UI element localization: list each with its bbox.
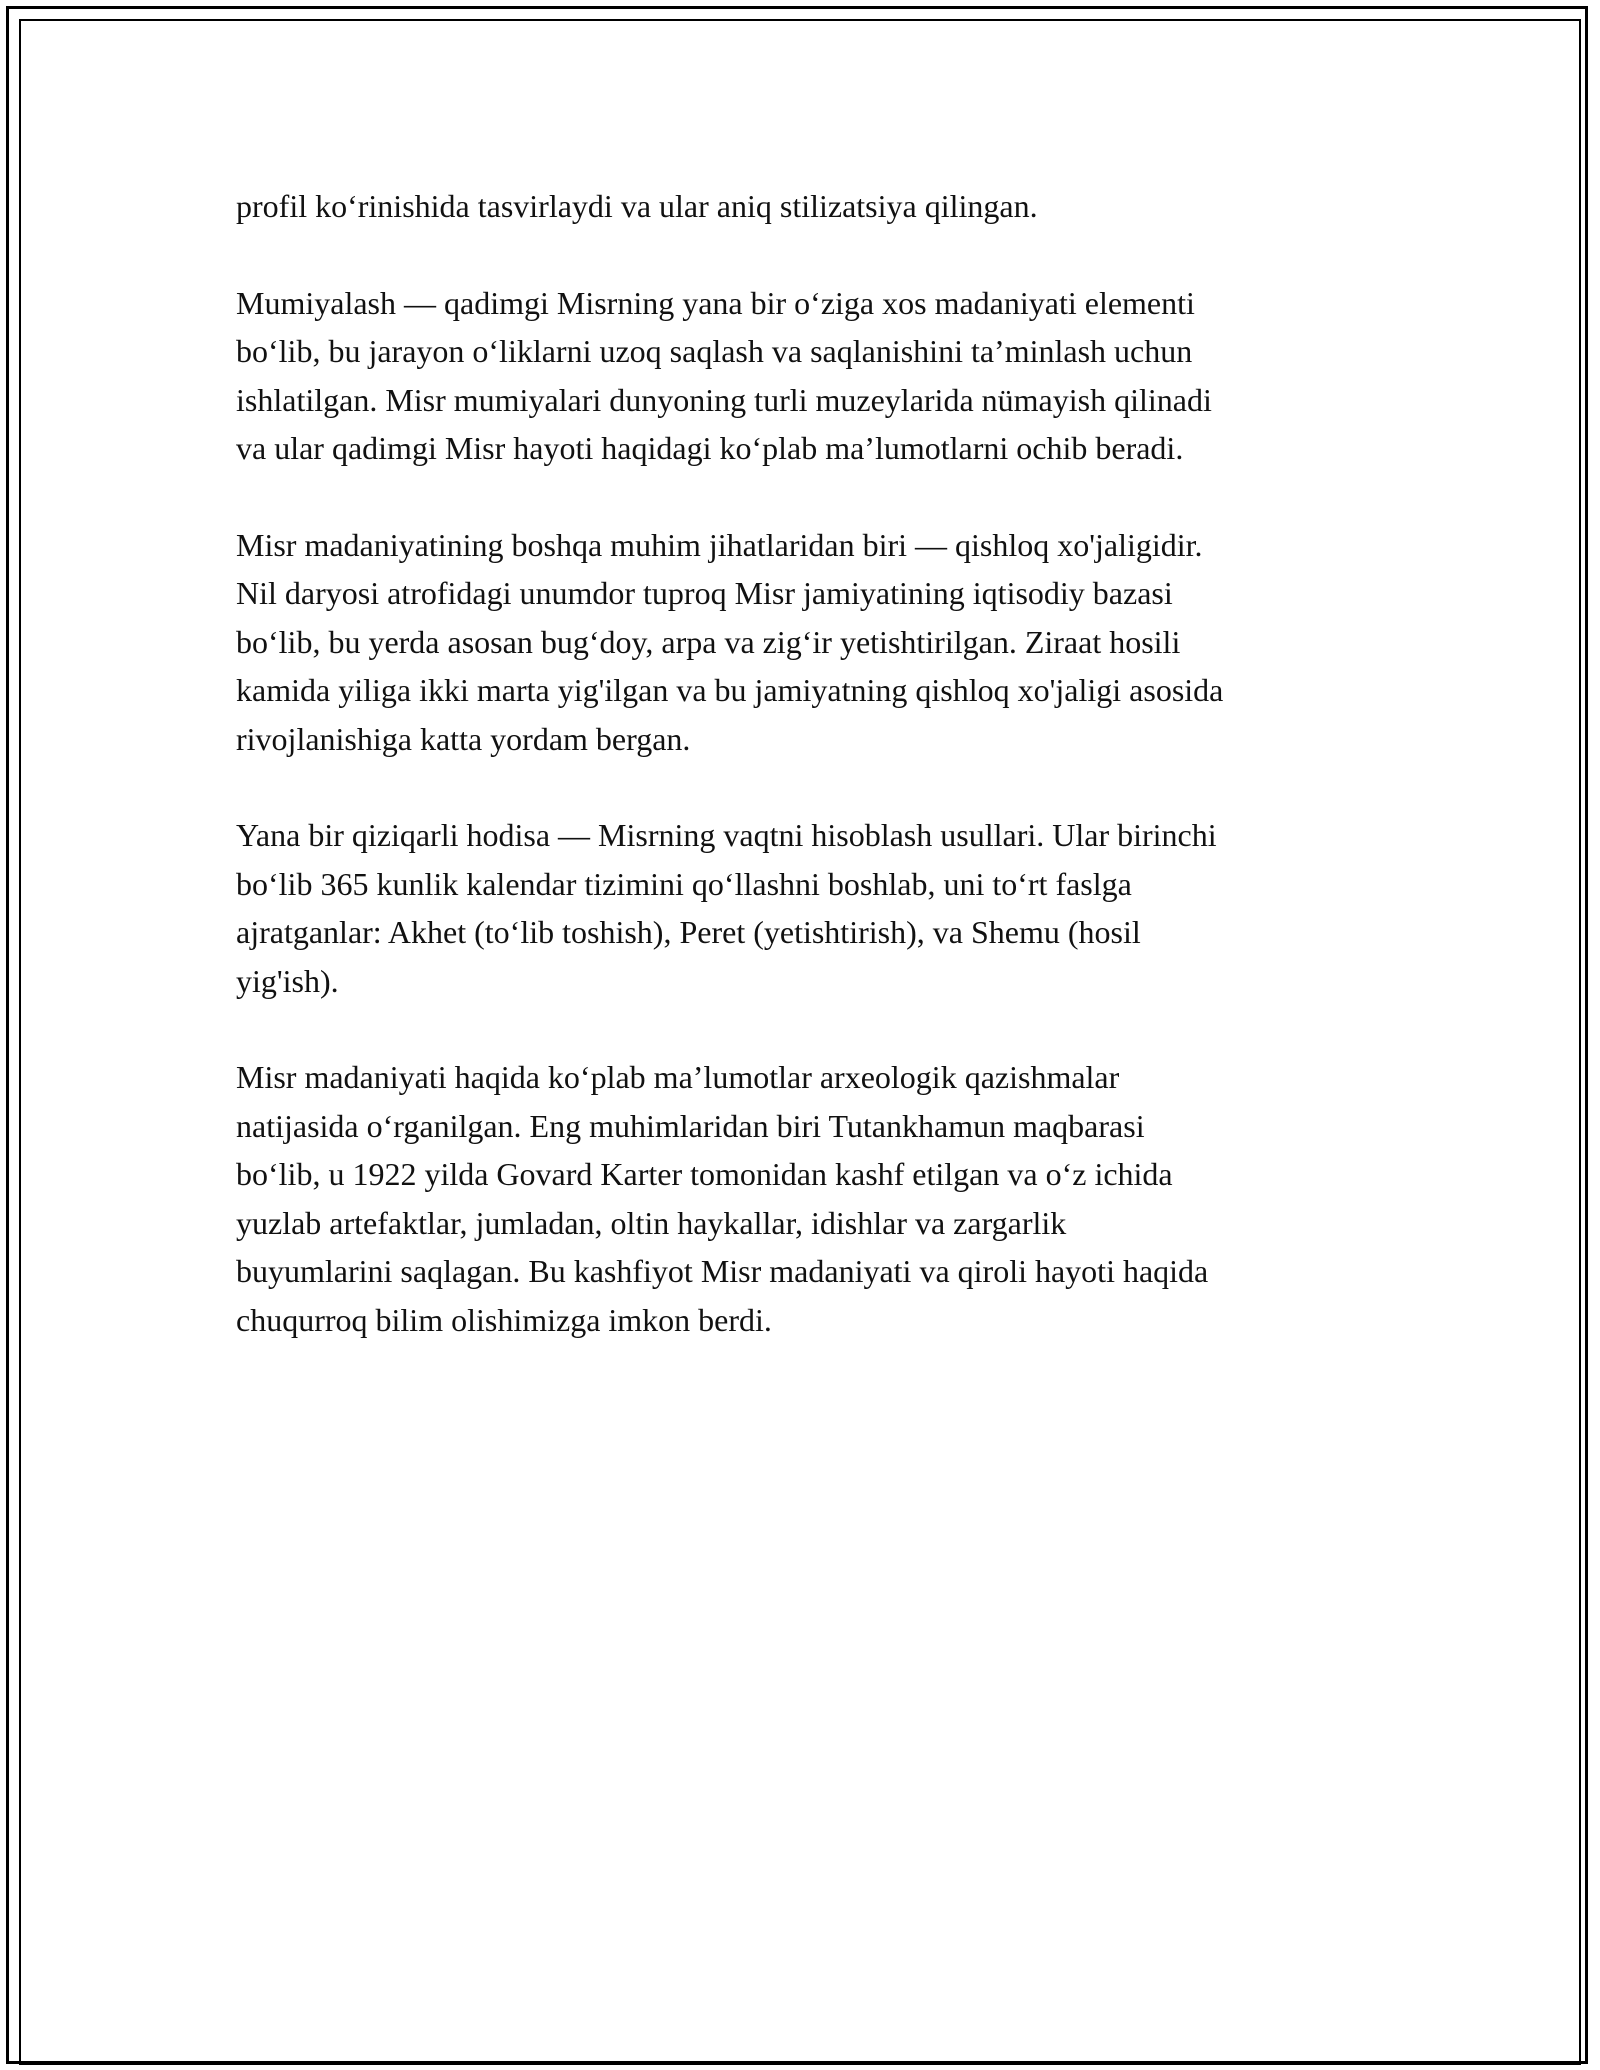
paragraph-mummification: Mumiyalash — qadimgi Misrning yana bir o‘ziga xos madaniyati elementi bo‘lib, bu jarayon o‘liklarni uzoq saqlash va saqlanishini ta’minlash uchun ishlatilgan. Misr mumiyalari dunyoning turli muzeylarida nümayish qilinadi va ular qadimgi Misr hayoti haqidagi ko‘plab ma’lumotlarni ochib beradi.	[236, 284, 1212, 466]
document-body	[236, 182, 1376, 1392]
paragraph-archaeology: Misr madaniyati haqida ko‘plab ma’lumotlar arxeologik qazishmalar natijasida o‘rganilgan. Eng muhimlaridan biri Tutankhamun maqbarasi bo‘lib, u 1922 yilda Govard Karter tomonidan kashf etilgan va o‘z ichida yuzlab artefaktlar, jumladan, oltin haykallar, idishlar va zargarlik buyumlarini saqlagan. Bu kashfiyot Misr madaniyati va qiroli hayoti haqida chuqurroq bilim olishimizga imkon berdi.	[236, 1059, 1209, 1338]
paragraph-calendar: Yana bir qiziqarli hodisa — Misrning vaqtni hisoblash usullari. Ular birinchi bo‘lib 365 kunlik kalendar tizimini qo‘llashni boshlab, uni to‘rt faslga ajratganlar: Akhet (to‘lib toshish), Peret (yetishtirish), va Shemu (hosil yig'ish).	[236, 817, 1217, 999]
paragraph-1: profil ko‘rinishida tasvirlaydi va ular aniq stilizatsiya qilingan.	[236, 188, 1038, 224]
paragraph-agriculture: Misr madaniyatining boshqa muhim jihatlaridan biri — qishloq xo'jaligidir. Nil daryosi atrofidagi unumdor tuproq Misr jamiyatining iqtisodiy bazasi bo‘lib, bu yerda asosan bug‘doy, arpa va zig‘ir yetishtirilgan. Ziraat hosili kamida yiliga ikki marta yig'ilgan va bu jamiyatning qishloq xo'jaligi asosida rivojlanishiga katta yordam bergan.	[236, 526, 1224, 757]
